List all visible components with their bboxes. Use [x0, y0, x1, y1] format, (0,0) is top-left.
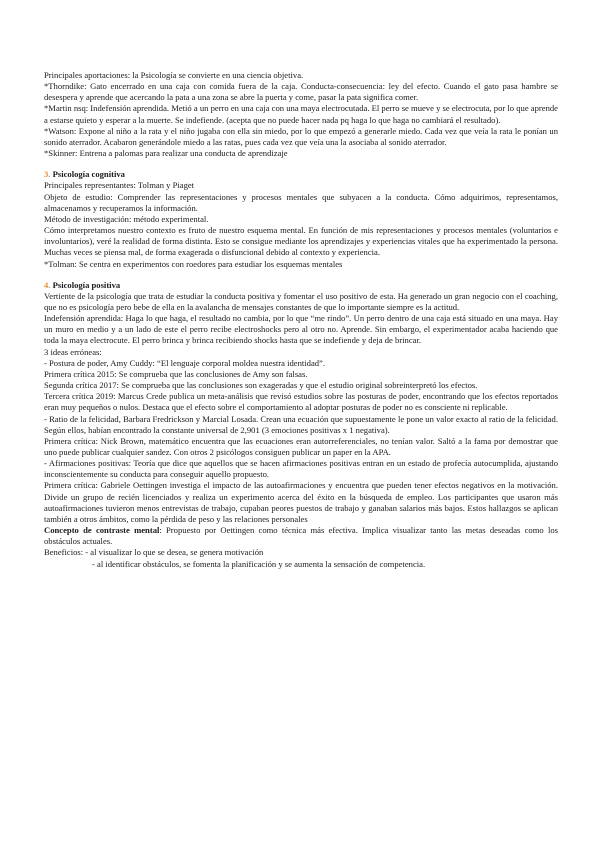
- paragraph: Primera crítica 2015: Se comprueba que las conclusiones de Amy son falsas.: [44, 368, 308, 379]
- paragraph: [44, 525, 558, 547]
- bold-term: Concepto de contraste mental: [44, 525, 160, 536]
- section-number: 3.: [44, 169, 51, 180]
- paragraph: Indefensión aprendida: Haga lo que haga, el resultado no cambia, por lo que “me rindo”. Un perro dentro de una caja está situado en una maya. Hay un muro en medio y a un lado de este el perro recibe electroshocks pero al otro no. Aprende. Sin embargo, el experimentador acaba haciendo que toda la maya electrocute. El perro brinca y brinca recibiendo shocks hasta que se indefiende y deja de brincar.: [44, 313, 558, 346]
- paragraph: - Afirmaciones positivas: Teoría que dice que aquellos que se hacen afirmaciones positivas entran en un estado de profecía autocumplida, ajustando inconscientemente su conducta para conseguir aquello propuesto.: [44, 458, 558, 480]
- paragraph: *Tolman: Se centra en experimentos con roedores para estudiar los esquemas mentales: [44, 258, 343, 269]
- paragraph: Vertiente de la psicología que trata de estudiar la conducta positiva y fomentar el uso positivo de esta. Ha generado un gran negocio con el coaching, que no es psicología pero bebe de ella en la avalancha de mensajes constantes de que lo importante siempre es la actitud.: [44, 290, 558, 312]
- paragraph: Tercera crítica 2019: Marcus Crede publica un meta-análisis que revisó estudios sobre las posturas de poder, encontrando que los efectos reportados eran muy pequeños o nulos. Destaca que el efecto sobre el comportamiento al adoptar posturas de poder no es consciente ni replicable.: [44, 391, 558, 413]
- paragraph: 3 ideas erróneas:: [44, 346, 102, 357]
- paragraph: Método de investigación: método experimental.: [44, 213, 209, 224]
- paragraph: Principales aportaciones: la Psicología se convierte en una ciencia objetiva.: [44, 70, 304, 80]
- paragraph: Primera crítica: Nick Brown, matemático encuentra que las ecuaciones eran autorreferenciales, no tenían valor. Saltó a la fama por demostrar que uno puede publicar cualquier sandez. Con otros 2 psicólogos consiguen publicar un paper en la APA.: [44, 435, 558, 457]
- paragraph: *Skinner: Entrena a palomas para realizar una conducta de aprendizaje: [44, 148, 288, 159]
- paragraph: Cómo interpretamos nuestro contexto es fruto de nuestro esquema mental. En función de mis representaciones y procesos mentales (voluntarios e involuntarios), veré la realidad de forma distinta. Esto se consigue mediante los aprendizajes y experiencias vitales que ha experimentado la persona. Muchas veces se piensa mal, de forma exagerada o disfuncional debido al contexto y experiencia.: [44, 225, 558, 258]
- section-number: 4.: [44, 279, 51, 290]
- section-title: Psicología positiva: [52, 279, 121, 290]
- paragraph: - Ratio de la felicidad, Barbara Fredrickson y Marcial Losada. Crean una ecuación que supuestamente le pone un valor exacto al ratio de la felicidad. Según ellos, habían encontrado la constante universal de 2,901 (3 emociones positivas x 1 negativa).: [44, 413, 558, 435]
- paragraph-text: : Propuesto por Oettingen como técnica más efectiva. Implica visualizar tanto las metas deseadas como los obstáculos actuales.: [44, 525, 558, 547]
- paragraph: Segunda crítica 2017: Se comprueba que las conclusiones son exageradas y que el estudio original sobreinterpretó los efectos.: [44, 380, 478, 391]
- document-page: [44, 70, 558, 570]
- paragraph: *Watson: Expone al niño a la rata y el niño jugaba con ella sin miedo, por lo que empezó a generarle miedo. Cada vez que veía la rata le ponían un sonido aterrador. Acabaron generándole miedo a las ratas, pues cada vez que veía una la asociaba al sonido aterrador.: [44, 125, 558, 147]
- paragraph: Principales representantes: Tolman y Piaget: [44, 180, 195, 191]
- paragraph: Beneficios: - al visualizar lo que se desea, se genera motivación: [44, 547, 264, 558]
- paragraph: Objeto de estudio: Comprender las representaciones y procesos mentales que subyacen a la conducta. Cómo adquirimos, representamos, almacenamos y recuperamos la información.: [44, 191, 558, 213]
- paragraph: - Postura de poder, Amy Cuddy: “El lenguaje corporal moldea nuestra identidad”.: [44, 357, 326, 368]
- paragraph: *Martin nsq: Indefensión aprendida. Metió a un perro en una caja con una maya electrocutada. El perro se mueve y se electrocuta, por lo que aprende a estarse quieto y esperar a la muerte. Se indefiende. (acepta que no puede hacer nada pq haga lo que haga no cambiará el resultado).: [44, 103, 558, 125]
- paragraph: Primera crítica: Gabriele Oettingen investiga el impacto de las autoafirmaciones y encuentra que pueden tener efectos negativos en la motivación. Divide un grupo de recién licenciados y realiza un experimento acerca del éxito en la búsqueda de empleo. Los participantes que usaron más autoafirmaciones tuvieron menos entrevistas de trabajo, cupaban peores puestos de trabajo y ganaban salarios más bajos. Estos hallazgos se aplican también a otros ámbitos, como la pérdida de peso y las relaciones personales: [44, 480, 558, 524]
- paragraph: *Thorndike: Gato encerrado en una caja con comida fuera de la caja. Conducta-consecuencia: ley del efecto. Cuando el gato pasa hambre se desespera y aprende que acercando la pata a una zona se abre la puerta y come, pasar la pata significa comer.: [44, 81, 558, 103]
- section-heading-positiva: [44, 280, 558, 291]
- paragraph: - al identificar obstáculos, se fomenta la planificación y se aumenta la sensación de competencia.: [92, 558, 426, 569]
- section-heading-cognitiva: [44, 169, 558, 180]
- section-title: Psicología cognitiva: [52, 169, 125, 180]
